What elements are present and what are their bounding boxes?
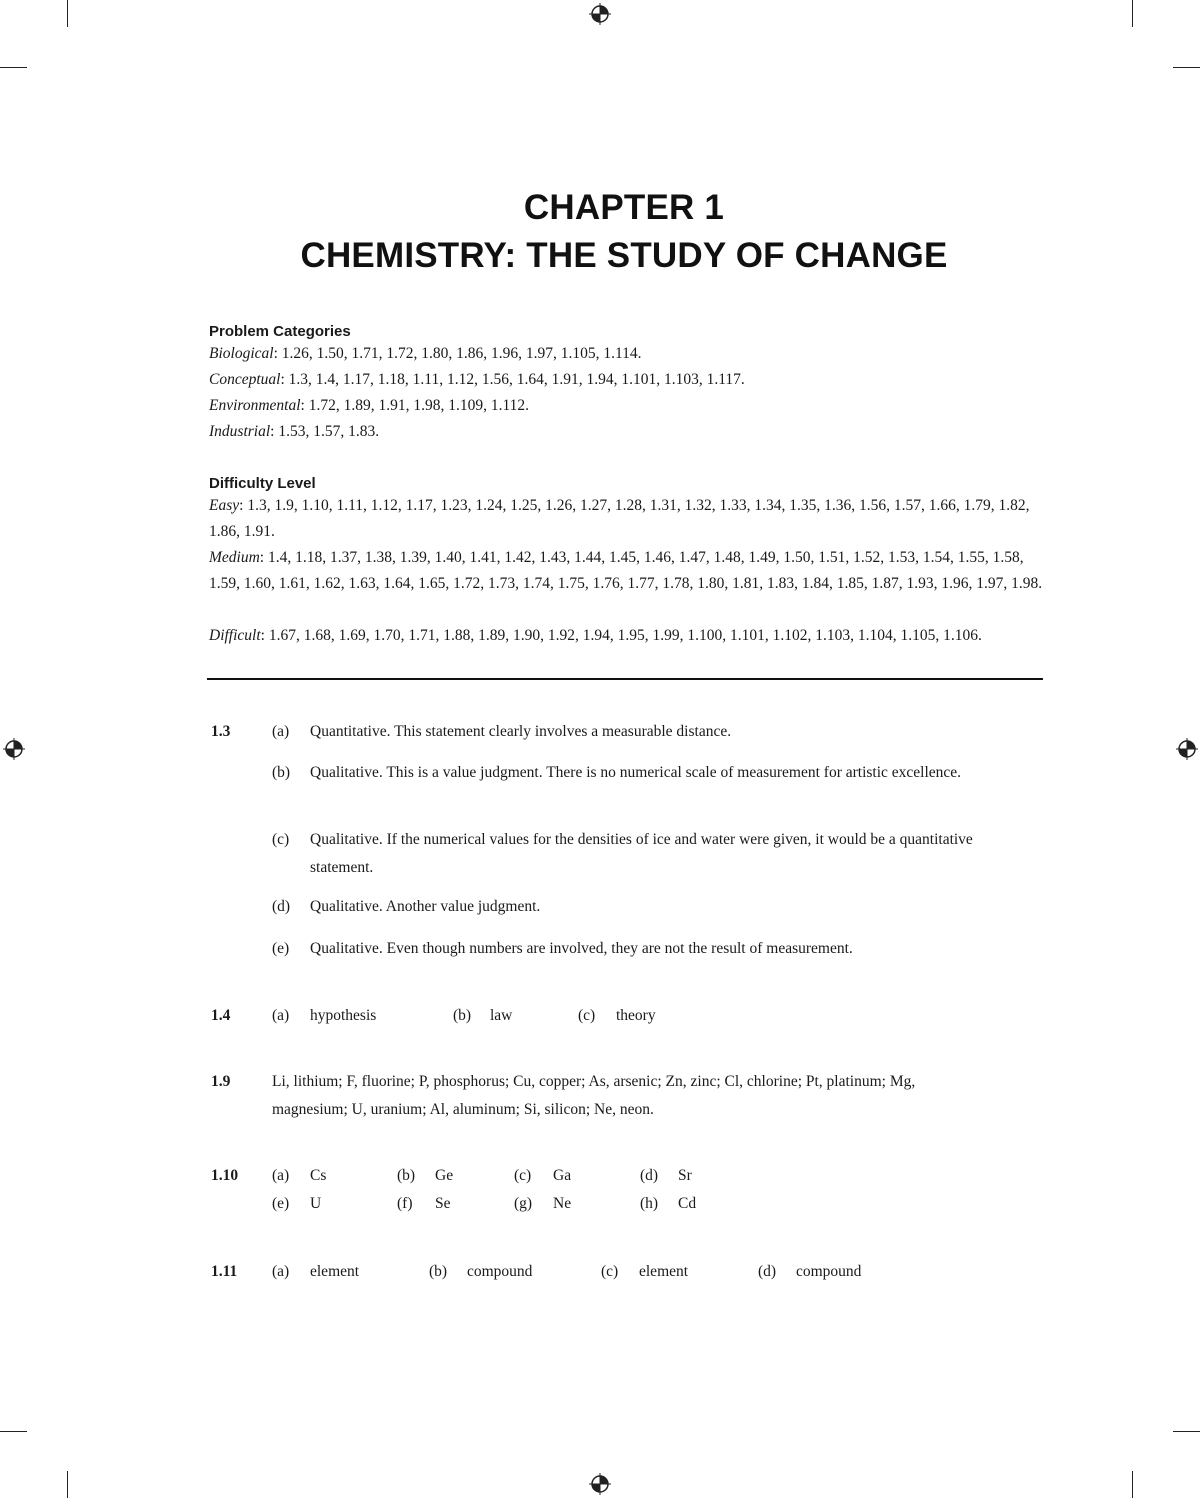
answer-text: Qualitative. This is a value judgment. There is no numerical scale of measurement for artistic excellence. (310, 764, 962, 781)
difficulty-values: : 1.67, 1.68, 1.69, 1.70, 1.71, 1.88, 1.89, 1.90, 1.92, 1.94, 1.95, 1.99, 1.100, 1.101, 1.102, 1.103, 1.104, 1.105, 1.106. (260, 627, 982, 644)
crop-mark-top-right-v (1132, 0, 1133, 27)
crop-mark-bottom-left-h (0, 1431, 27, 1432)
section-divider (207, 678, 1043, 680)
part-label: (a) (272, 723, 290, 740)
chapter-number-title: CHAPTER 1 (523, 188, 725, 227)
answer-text: Se (435, 1195, 451, 1212)
crop-mark-top-right-h (1173, 67, 1200, 68)
part-label: (a) (272, 1007, 290, 1024)
part-label: (e) (272, 940, 290, 957)
answer-text: theory (616, 1007, 656, 1024)
registration-mark-icon (1176, 738, 1198, 760)
difficulty-label: Easy (209, 497, 240, 514)
difficulty-label: Difficult (209, 627, 261, 644)
crop-mark-bottom-left-v (67, 1471, 68, 1498)
problem-number: 1.4 (211, 1007, 231, 1024)
part-label: (b) (453, 1007, 472, 1024)
answer-text: law (490, 1007, 513, 1024)
part-label: (h) (640, 1195, 659, 1212)
part-label: (c) (601, 1263, 619, 1280)
answer-text: compound (796, 1263, 862, 1280)
registration-mark-icon (3, 738, 25, 760)
problem-number: 1.11 (211, 1263, 238, 1280)
part-label: (c) (514, 1167, 532, 1184)
part-label: (f) (397, 1195, 413, 1212)
registration-mark-icon (589, 3, 611, 25)
category-environmental (209, 393, 1044, 419)
crop-mark-bottom-right-v (1132, 1471, 1133, 1498)
answer-text: compound (467, 1263, 533, 1280)
category-values: : 1.3, 1.4, 1.17, 1.18, 1.11, 1.12, 1.56, 1.64, 1.91, 1.94, 1.101, 1.103, 1.117. (280, 371, 745, 388)
part-label: (a) (272, 1167, 290, 1184)
part-label: (a) (272, 1263, 290, 1280)
category-label: Industrial (209, 423, 271, 440)
problem-number: 1.3 (211, 723, 231, 740)
part-label: (g) (514, 1195, 533, 1212)
difficulty-medium (209, 545, 1044, 597)
part-label: (d) (758, 1263, 777, 1280)
registration-mark-icon (589, 1473, 611, 1495)
answer-text: Ge (435, 1167, 454, 1184)
part-label: (c) (578, 1007, 596, 1024)
category-label: Conceptual (209, 371, 281, 388)
difficulty-values: : 1.3, 1.9, 1.10, 1.11, 1.12, 1.17, 1.23, 1.24, 1.25, 1.26, 1.27, 1.28, 1.31, 1.32, 1.33, 1.34, 1.35, 1.36, 1.56, 1.57, 1.66, 1.79, 1.82, 1.86, 1.91. (209, 497, 1030, 540)
part-label: (d) (640, 1167, 659, 1184)
difficulty-easy (209, 493, 1044, 545)
difficulty-level-heading: Difficulty Level (209, 475, 316, 492)
category-conceptual (209, 367, 1044, 393)
problem-number: 1.10 (211, 1167, 239, 1184)
answer-text: Qualitative. Another value judgment. (310, 898, 541, 915)
answer-text: Cd (678, 1195, 697, 1212)
part-label: (b) (429, 1263, 448, 1280)
category-values: : 1.26, 1.50, 1.71, 1.72, 1.80, 1.86, 1.96, 1.97, 1.105, 1.114. (273, 345, 642, 362)
category-industrial (209, 419, 1044, 445)
answer-text: Ga (553, 1167, 572, 1184)
difficulty-difficult (209, 623, 1044, 649)
answer-text: element (310, 1263, 360, 1280)
answer-text: Ne (553, 1195, 572, 1212)
answer-text: element (639, 1263, 689, 1280)
part-label: (d) (272, 898, 291, 915)
problem-number: 1.9 (211, 1073, 231, 1090)
answer-text: U (310, 1195, 322, 1212)
category-label: Environmental (209, 397, 301, 414)
category-values: : 1.53, 1.57, 1.83. (270, 423, 380, 440)
difficulty-label: Medium (209, 549, 260, 566)
answer-text: Li, lithium; F, fluorine; P, phosphorus; Cu, copper; As, arsenic; Zn, zinc; Cl, chlorine; Pt, platinum; Mg, magnesium; U, uranium; Al, aluminum; Si, silicon; Ne, neon. (272, 1073, 916, 1118)
crop-mark-bottom-right-h (1173, 1431, 1200, 1432)
answer-text: Quantitative. This statement clearly involves a measurable distance. (310, 723, 732, 740)
part-label: (e) (272, 1195, 290, 1212)
category-values: : 1.72, 1.89, 1.91, 1.98, 1.109, 1.112. (300, 397, 530, 414)
part-label: (b) (272, 764, 291, 781)
crop-mark-top-left-h (0, 67, 27, 68)
problem-categories-heading: Problem Categories (209, 323, 351, 340)
part-label: (c) (272, 831, 290, 848)
answer-text: hypothesis (310, 1007, 377, 1024)
answer-text: Qualitative. Even though numbers are involved, they are not the result of measurement. (310, 940, 853, 957)
category-biological (209, 341, 1044, 367)
part-label: (b) (397, 1167, 416, 1184)
difficulty-values: : 1.4, 1.18, 1.37, 1.38, 1.39, 1.40, 1.41, 1.42, 1.43, 1.44, 1.45, 1.46, 1.47, 1.48, 1.49, 1.50, 1.51, 1.52, 1.53, 1.54, 1.55, 1.58, 1.59, 1.60, 1.61, 1.62, 1.63, 1.64, 1.65, 1.72, 1.73, 1.74, 1.75, 1.76, 1.77, 1.78, 1.80, 1.81, 1.83, 1.84, 1.85, 1.87, 1.93, 1.96, 1.97, 1.98. (209, 549, 1043, 592)
chapter-subtitle: CHEMISTRY: THE STUDY OF CHANGE (300, 236, 948, 275)
crop-mark-top-left-v (67, 0, 68, 27)
answer-text: Cs (310, 1167, 327, 1184)
category-label: Biological (209, 345, 274, 362)
answer-text: Qualitative. If the numerical values for the densities of ice and water were given, it would be a quantitative statement. (310, 831, 973, 876)
answer-text: Sr (678, 1167, 692, 1184)
